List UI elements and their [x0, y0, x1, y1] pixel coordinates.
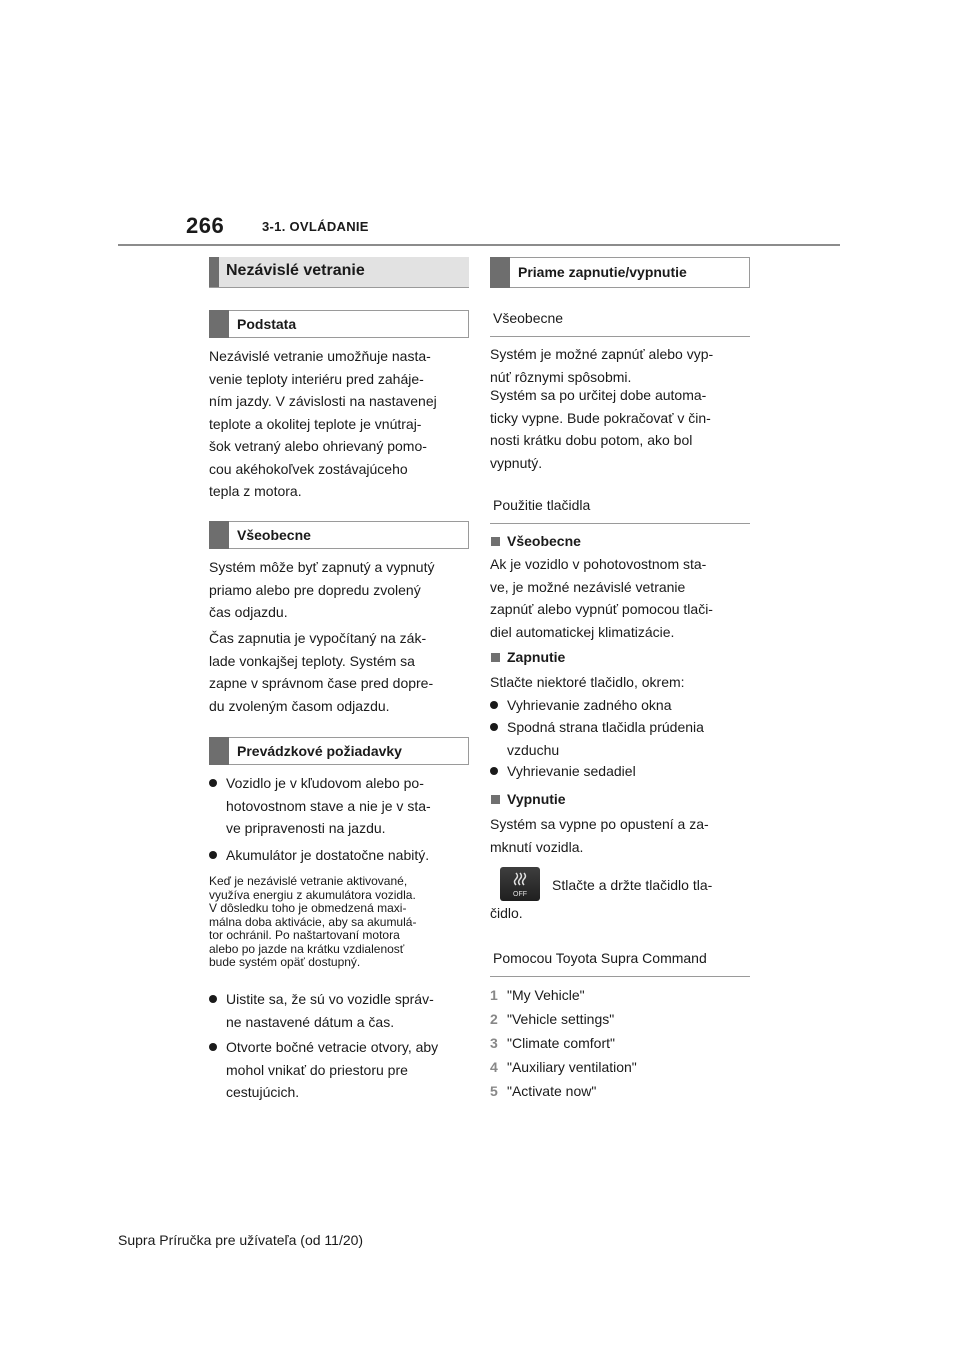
page-number: 266	[186, 213, 225, 238]
subheading-podstata: Podstata	[209, 310, 469, 338]
list-item: Akumulátor je dostatočne nabitý.	[209, 844, 429, 867]
bullet-icon	[490, 701, 498, 709]
list-item: Vyhrievanie sedadiel	[490, 760, 636, 783]
bullet-icon	[209, 851, 217, 859]
subsection-vseobecne-text: Ak je vozidlo v pohotovostnom sta- ve, je možné nezávislé vetranie zapnúť alebo vypnúť pomocou tlači- diel automatickej klimatizácie.	[490, 556, 713, 640]
vypnutie-text: Systém sa vypne po opustení a za- mknutí vozidla.	[490, 816, 709, 855]
bullet-icon	[490, 767, 498, 775]
subheading-prevadzkove-poziadavky: Prevádzkové požiadavky	[209, 737, 469, 765]
subheading-vseobecne: Všeobecne	[209, 521, 469, 549]
bullet-icon	[209, 779, 217, 787]
subheading-vseobecne-right: Všeobecne	[490, 306, 750, 337]
square-bullet-icon	[491, 795, 500, 804]
subheading-toyota-supra-command: Pomocou Toyota Supra Command	[490, 946, 750, 977]
note-paragraph: Keď je nezávislé vetranie aktivované, využíva energiu z akumulátora vozidla. V dôsledku toho je obmedzená maxi- málna doba aktivácie, aby sa akumulá- tor ochránil. Po naštartovaní motora alebo po jazde na krátku vzdialenosť bude systém opäť dostupný.	[209, 874, 417, 969]
seat-ventilation-off-button-icon	[500, 867, 540, 901]
step-item: 4 "Auxiliary ventilation"	[490, 1059, 637, 1075]
section-heading-priame-zapnutie: Priame zapnutie/vypnutie	[490, 257, 750, 288]
bullet-icon	[209, 1043, 217, 1051]
button-instruction-line-2: čidlo.	[490, 905, 523, 921]
subsection-vypnutie: Vypnutie	[490, 789, 566, 809]
bullet-icon	[490, 723, 498, 731]
header-divider	[118, 244, 840, 246]
bullet-icon	[209, 995, 217, 1003]
chapter-title: 3-1. OVLÁDANIE	[262, 219, 369, 234]
square-bullet-icon	[491, 653, 500, 662]
subheading-pouzitie-tlacidla: Použitie tlačidla	[490, 493, 750, 524]
square-bullet-icon	[491, 537, 500, 546]
subsection-vseobecne: Všeobecne	[490, 531, 581, 551]
step-item: 3 "Climate comfort"	[490, 1035, 615, 1051]
list-item: Otvorte bočné vetracie otvory, aby mohol vnikať do priestoru pre cestujúcich.	[209, 1036, 438, 1104]
vseobecne-paragraph-1: Systém môže byť zapnutý a vypnutý priamo alebo pre dopredu zvolený čas odjazdu.	[209, 559, 435, 620]
subsection-zapnutie: Zapnutie	[490, 647, 565, 667]
button-icon-label: OFF	[513, 891, 527, 898]
list-item: Vyhrievanie zadného okna	[490, 694, 672, 717]
button-instruction-line-1: Stlačte a držte tlačidlo tla-	[552, 877, 713, 893]
zapnutie-text: Stlačte niektoré tlačidlo, okrem:	[490, 674, 685, 690]
step-item: 5 "Activate now"	[490, 1083, 597, 1099]
list-item: Spodná strana tlačidla prúdenia vzduchu	[490, 716, 704, 761]
list-item: Uistite sa, že sú vo vozidle správ- ne nastavené dátum a čas.	[209, 988, 434, 1033]
section-heading-text: Nezávislé vetranie	[226, 262, 365, 279]
footer-text: Supra Príručka pre užívateľa (od 11/20)	[118, 1232, 364, 1248]
vseobecne-paragraph-2: Čas zapnutia je vypočítaný na zák- lade vonkajšej teploty. Systém sa zapne v správnom čase pred dopre- du zvoleným časom odjazdu.	[209, 630, 434, 714]
list-item: Vozidlo je v kľudovom alebo po- hotovostnom stave a nie je v sta- ve pripravenosti na jazdu.	[209, 772, 431, 840]
right-paragraph-2: Systém sa po určitej dobe automa- ticky vypne. Bude pokračovať v čin- nosti krátku dobu potom, ako bol vypnutý.	[490, 387, 711, 471]
podstata-paragraph: Nezávislé vetranie umožňuje nasta- venie teploty interiéru pred zaháje- ním jazdy. V závislosti na nastavenej teplote a okolitej teplote je vnútraj- šok vetraný alebo ohrievaný pomo- cou akéhokoľvek zostávajúceho tepla z motora.	[209, 348, 437, 499]
section-heading-nezavisle-vetranie	[209, 257, 469, 288]
step-item: 2 "Vehicle settings"	[490, 1011, 615, 1027]
right-paragraph-1: Systém je možné zapnúť alebo vyp- núť rôznymi spôsobmi.	[490, 346, 714, 385]
step-item: 1 "My Vehicle"	[490, 987, 585, 1003]
